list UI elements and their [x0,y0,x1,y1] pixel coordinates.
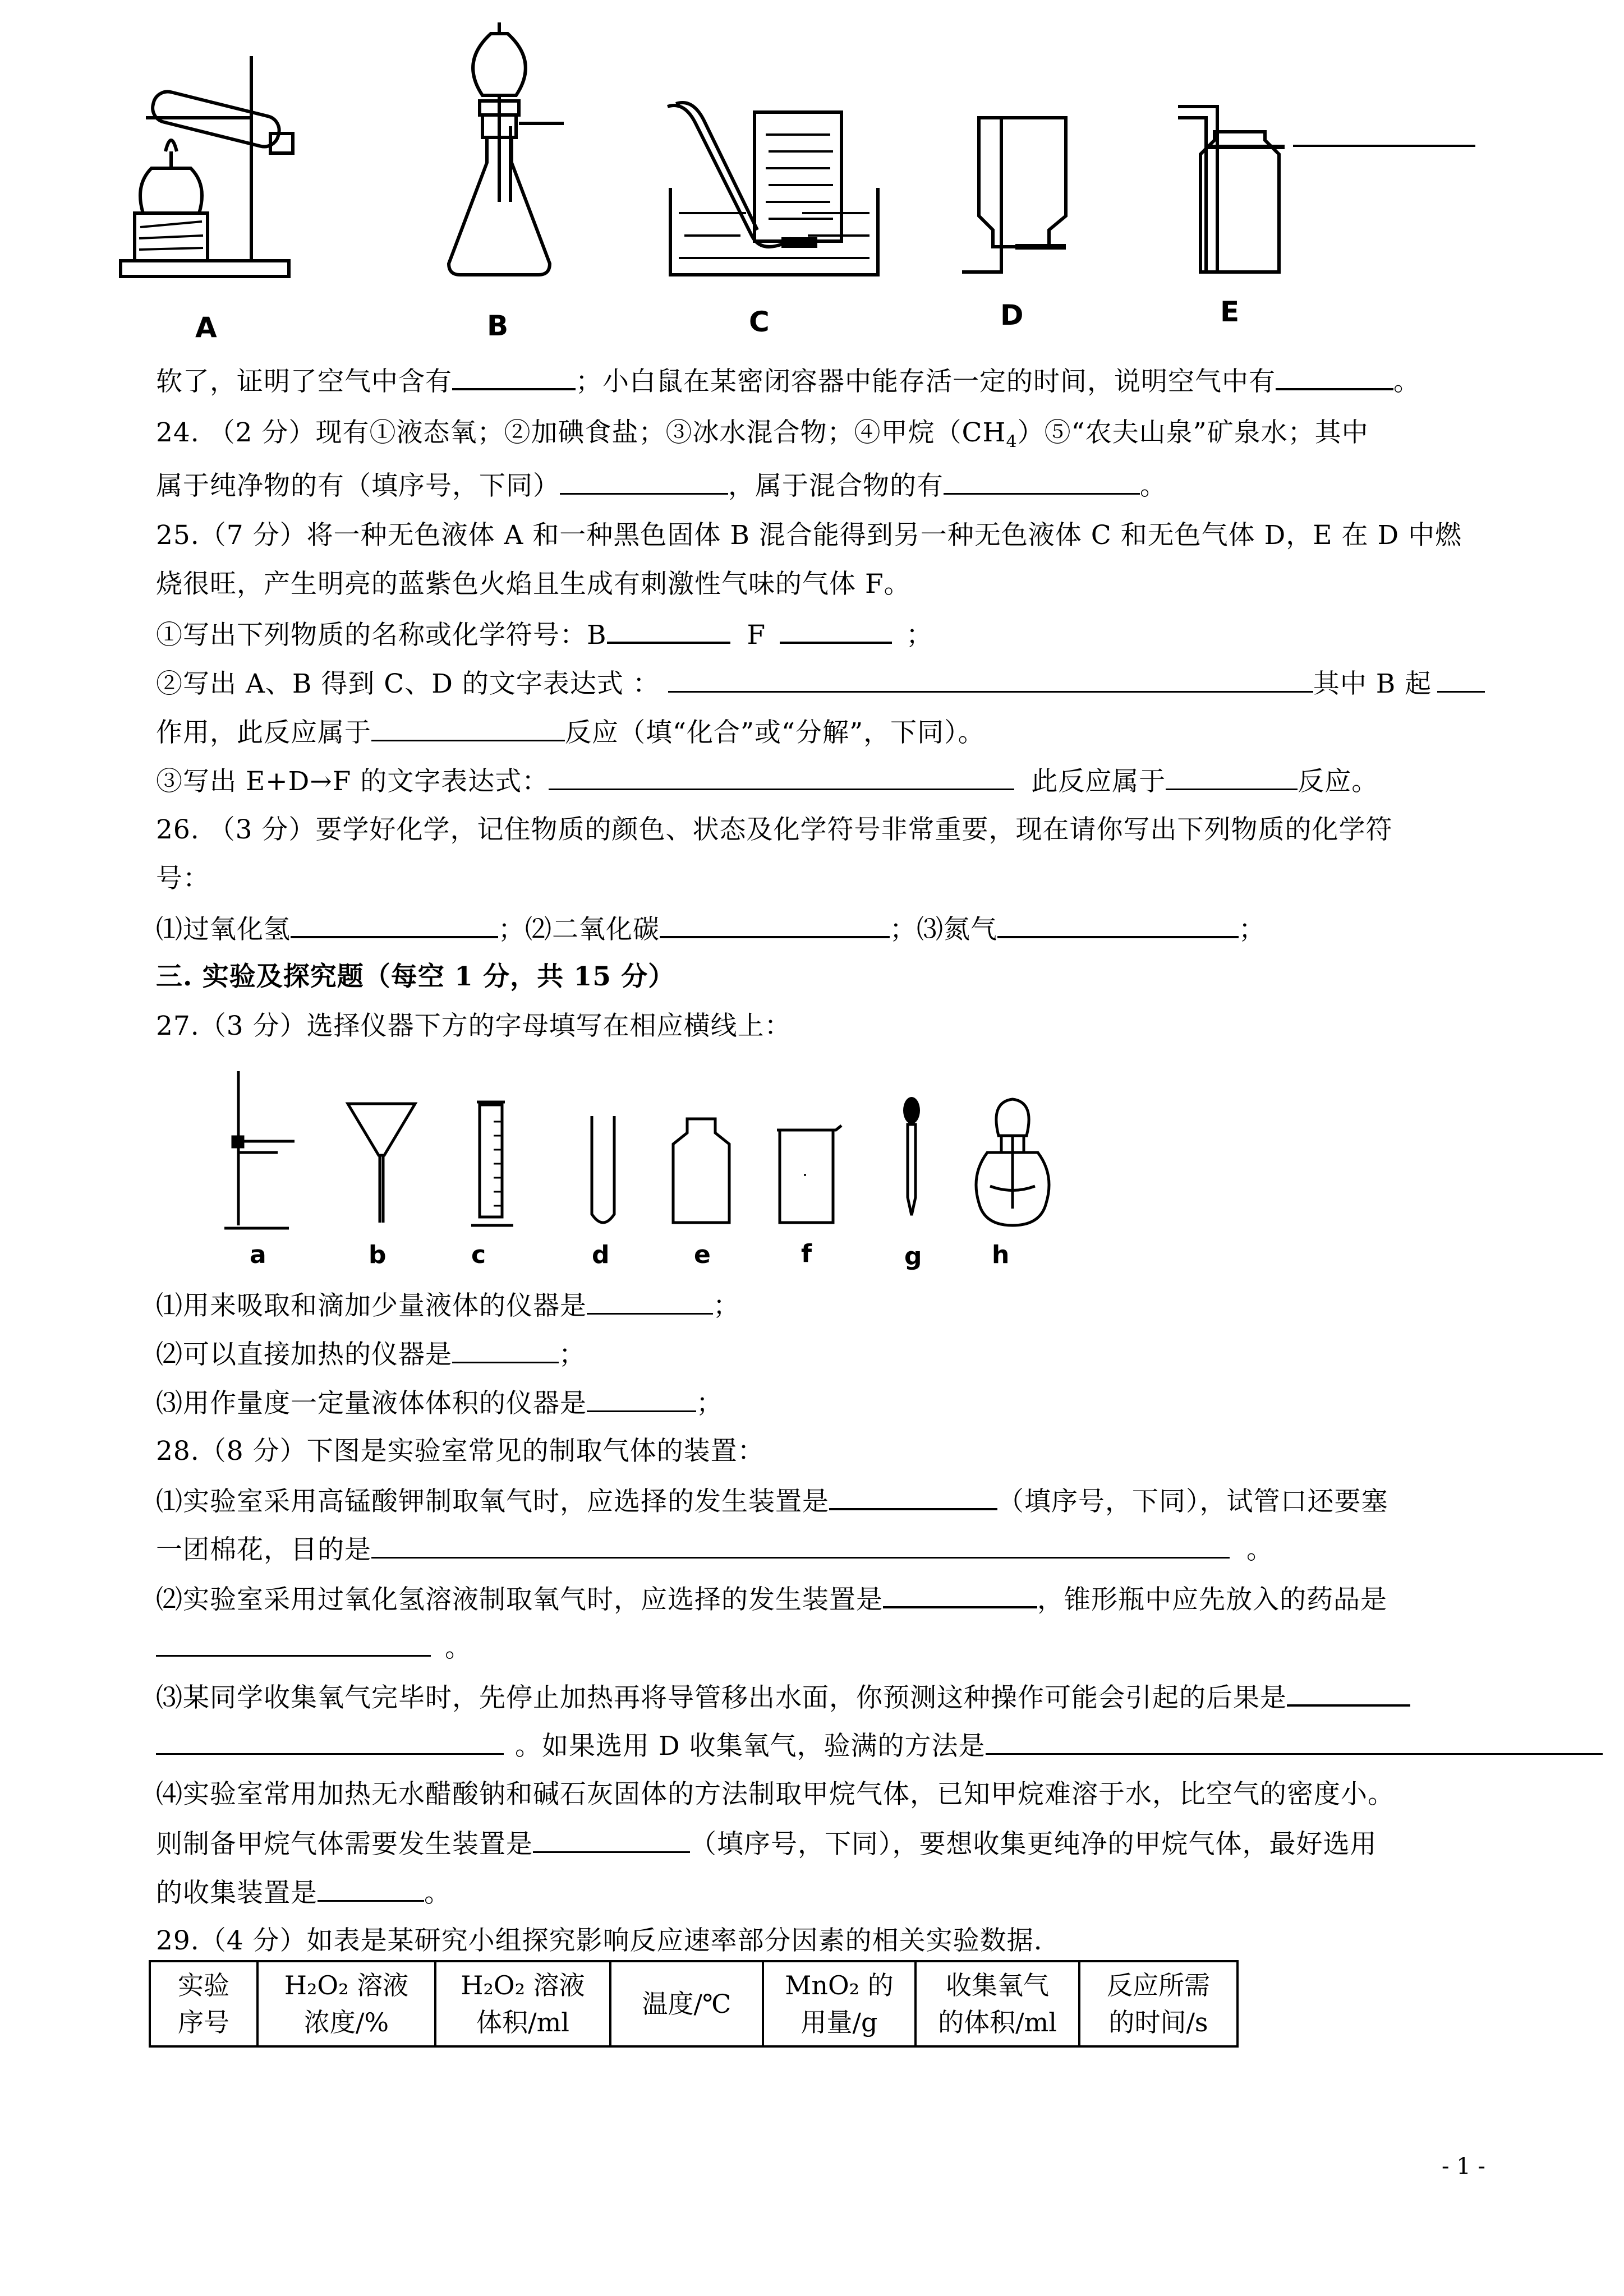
q25-blank-b[interactable] [607,617,730,644]
q25-blank-expression-2[interactable] [549,764,1014,790]
apparatus-b-illustration [438,17,567,286]
instrument-f-beaker [771,1124,844,1228]
apparatus-c-illustration [662,90,886,280]
q25-blank-role[interactable] [1437,666,1485,693]
q26-blank-co2[interactable] [660,911,890,938]
apparatus-label-b: B [487,310,509,342]
q27-sub-2: ⑵可以直接加热的仪器是 ； [156,1337,586,1372]
q24-blank-mixture[interactable] [944,468,1140,495]
q24-line-2: 属于纯净物的有（填序号，下同） ，属于混合物的有 。 [156,468,1167,503]
q25-line-5: 作用，此反应属于 反应（填“化合”或“分解”，下同）。 [156,715,985,750]
q25-line-2: 烧很旺，产生明亮的蓝紫色火焰且生成有刺激性气味的气体 F。 [156,569,911,600]
q24-blank-pure[interactable] [560,468,728,495]
q28-line-10: 的收集装置是 。 [156,1875,451,1910]
table-header-cell: 收集氧气 的体积/ml [915,1961,1079,2046]
q28-line-5: 。 [156,1630,472,1665]
q28-line-8: ⑷实验室常用加热无水醋酸钠和碱石灰固体的方法制取甲烷气体，已知甲烷难溶于水，比空气的密度小。 [156,1779,1395,1810]
page-number: - 1 - [1442,2154,1485,2179]
instrument-label-b: b [369,1241,387,1269]
instrument-label-f: f [801,1239,812,1268]
q28-blank-1[interactable] [829,1483,997,1510]
table-header-row [150,1961,1237,2046]
q25-blank-expression-1[interactable] [668,666,1313,693]
table-header-cell: MnO₂ 的 用量/g [763,1961,915,2046]
q26-line-1: 26. （3 分）要学好化学，记住物质的颜色、状态及化学符号非常重要，现在请你写出下列物质的化学符 [156,814,1393,845]
instrument-label-d: d [592,1241,610,1269]
q28-line-2: ⑴实验室采用高锰酸钾制取氧气时，应选择的发生装置是 （填序号，下同），试管口还要塞 [156,1483,1388,1519]
table-header-cell: 温度/℃ [610,1961,763,2046]
q25-blank-f[interactable] [780,617,892,644]
q26-line-2: 号： [156,863,210,894]
table-header-cell: 反应所需 的时间/s [1079,1961,1237,2046]
instrument-c-measuring-cylinder [468,1099,519,1239]
q28-blank-methane-collect[interactable] [318,1875,424,1902]
q27-blank-1[interactable] [587,1288,713,1315]
instrument-label-c: c [471,1241,486,1269]
q23-line: 软了，证明了空气中含有 ；小白鼠在某密闭容器中能存活一定的时间，说明空气中有 。 [156,363,1420,399]
table-header-cell: H₂O₂ 溶液 浓度/% [257,1961,435,2046]
q27-sub-1: ⑴用来吸取和滴加少量液体的仪器是 ； [156,1288,740,1323]
q24-line-1: 24. （2 分）现有①液态氧；②加碘食盐；③冰水混合物；④甲烷$(CH_4)⑤“$农夫山泉”矿泉水；其中 [156,417,1369,452]
instrument-label-a: a [250,1241,266,1269]
instrument-g-dropper [898,1096,926,1220]
q28-line-3: 一团棉花，目的是 。 [156,1532,1273,1567]
q27-sub-3: ⑶用作量度一定量液体体积的仪器是 ； [156,1386,723,1421]
q27-blank-2[interactable] [452,1337,559,1363]
q25-blank-reaction-type-1[interactable] [371,715,565,741]
instrument-a-iron-stand [222,1068,306,1237]
apparatus-label-c: C [749,306,770,338]
q23-blank-2[interactable] [1276,363,1393,390]
apparatus-e-illustration [1172,101,1296,280]
q29-data-table [149,1960,1239,2048]
q27-line-1: 27.（3 分）选择仪器下方的字母填写在相应横线上： [156,1011,792,1041]
instrument-b-funnel [345,1099,418,1228]
table-header-cell: 实验 序号 [150,1961,257,2046]
section-3-heading: 三. 实验及探究题（每空 1 分，共 15 分） [156,961,675,992]
q28-line-4: ⑵实验室采用过氧化氢溶液制取氧气时，应选择的发生装置是 ，锥形瓶中应先放入的药品是 [156,1582,1387,1617]
q25-line-6: ③写出 E+D→F 的文字表达式： 此反应属于 反应。 [156,764,1378,799]
q25-line-4: ②写出 A、B 得到 C、D 的文字表达式 ： 其中 B 起 [156,666,1485,701]
q23-blank-1[interactable] [452,363,576,390]
q26-blank-h2o2[interactable] [291,911,498,938]
apparatus-e-answer-line[interactable] [1293,145,1475,147]
instrument-e-bottle [668,1116,735,1228]
q28-line-1: 28.（8 分）下图是实验室常见的制取气体的装置： [156,1436,765,1467]
q28-blank-consequence-b[interactable] [156,1728,504,1755]
apparatus-label-a: A [195,311,217,344]
q28-blank-methane-gen[interactable] [533,1827,690,1853]
apparatus-label-d: D [1000,299,1024,331]
apparatus-a-illustration [112,50,297,286]
q28-blank-reagent[interactable] [156,1630,431,1657]
q27-blank-3[interactable] [587,1386,696,1412]
q28-blank-cotton-purpose[interactable] [371,1532,1230,1559]
instrument-h-alcohol-lamp [968,1096,1057,1231]
q28-blank-2[interactable] [883,1582,1037,1608]
q28-line-7: 。如果选用 D 收集氧气，验满的方法是 [156,1728,1603,1763]
q28-blank-consequence-a[interactable] [1287,1680,1410,1707]
q28-line-6: ⑶某同学收集氧气完毕时，先停止加热再将导管移出水面，你预测这种操作可能会引起的后果是 [156,1680,1410,1715]
q29-line-1: 29.（4 分）如表是某研究小组探究影响反应速率部分因素的相关实验数据. [156,1925,1043,1956]
q28-blank-full-check[interactable] [986,1728,1603,1755]
apparatus-label-e: E [1220,296,1240,328]
instrument-label-h: h [992,1241,1010,1269]
q25-line-1: 25.（7 分）将一种无色液体 A 和一种黑色固体 B 混合能得到另一种无色液体 C 和无色气体 D，E 在 D 中燃 [156,520,1462,551]
instrument-d-test-tube [583,1113,623,1231]
instrument-label-e: e [694,1241,711,1269]
apparatus-d-illustration [954,112,1077,286]
q25-blank-reaction-type-2[interactable] [1166,764,1298,790]
instrument-label-g: g [904,1242,922,1271]
q25-line-3: ①写出下列物质的名称或化学符号：B F ； [156,617,933,652]
q28-line-9: 则制备甲烷气体需要发生装置是 （填序号，下同），要想收集更纯净的甲烷气体，最好选用 [156,1827,1377,1861]
q26-blank-n2[interactable] [997,911,1239,938]
table-header-cell: H₂O₂ 溶液 体积/ml [435,1961,610,2046]
q26-line-3: ⑴过氧化氢 ；⑵二氧化碳 ；⑶氮气 ； [156,911,1266,947]
